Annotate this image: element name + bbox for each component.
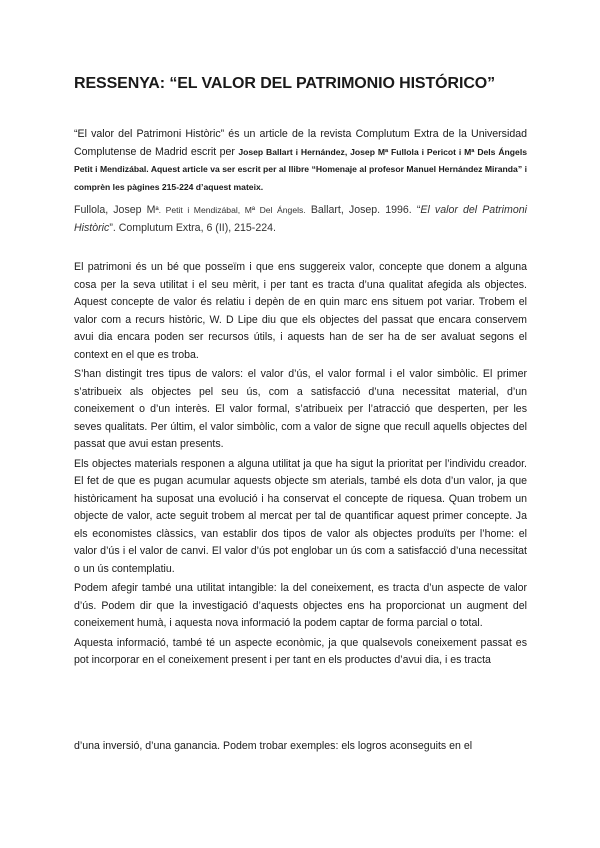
body-text (74, 259, 527, 672)
body-paragraph: El patrimoni és un bé que posseïm i que ens suggereix valor, concepte que donem a alguna cosa per la seva utilitat i el seu mèrit, i per tant es tracta d’una qualitat afegida als objectes. Aquest concepte de valor és relatiu i depèn de en quin marc ens situem pot variar. Trobem el valor com a recurs històric, W. D Lipe diu que els objectes del passat que encara conservem avui dia encara poden ser recursos útils, i aquests han de ser ha de ser avaluat segons el context en el que es troba. (74, 261, 527, 361)
continuation-line: d’una inversió, d’una ganancia. Podem trobar exemples: els logros aconseguits en el (74, 740, 473, 752)
intro-lead: “El valor del Patrimoni Històric” és un article de la revista Complutum Extra de la Universidad Complutense de Madrid escrit per (74, 128, 527, 158)
body-paragraph: Podem afegir també una utilitat intangible: la del coneixement, es tracta d’un aspecte de valor d’ús. Podem dir que la investigació d’aquests objectes ens ha proporcionat un augment del coneixement humà, i aquesta nova informació la podem captar de forma parcial o total. (74, 582, 527, 629)
reference-part2: Ballart, Josep. 1996. “ (305, 204, 421, 216)
body-paragraph: Els objectes materials responen a alguna utilitat ja que ha sigut la prioritat per l’individu creador. El fet de que es pugan acumular aquests objecte sm aterials, també els dota d’un valor, ja que històricament ha suposat una evolució i ha conservat el concepte de riquesa. Quan trobem un objecte de valor, acte seguit trobem al mercat per tal de quantificar aquest primer concepte. Ja els economistes clàssics, van establir dos tipos de valor als objectes produïts per l’home: el valor d’ús i el valor de canvi. El valor d’ús pot englobar un ús com a satisfacció d’una necessitat o un ús contemplatiu. (74, 457, 527, 575)
reference-title: El valor del Patrimoni Històric (74, 204, 527, 234)
reference-part3: ”. Complutum Extra, 6 (II), 215-224. (109, 221, 276, 234)
bibliographic-reference (74, 202, 527, 237)
intro-authors: Josep Ballart i Hernández, Josep Mª Fullola i Pericot i Mª Dels Ángels Petit i Mendizábal. Aquest article va ser escrit per al llibre “Homenaje al profesor Manuel Hernández Miranda” i comprèn les pàgines 215-224 d’aquest mateix. (74, 146, 527, 192)
body-paragraph: Aquesta informació, també té un aspecte econòmic, ja que qualsevols coneixement passat es pot incorporar en el coneixement present i per tant en els productes d’avui dia, i es tracta (74, 636, 527, 666)
reference-part1-small: ª. Petit i Mendizábal, Mª Del Ángels. (155, 205, 306, 215)
page-title: RESSENYA: “EL VALOR DEL PATRIMONIO HISTÓRICO” (74, 75, 496, 92)
reference-part1: Fullola, Josep M (74, 204, 156, 216)
body-paragraph: S’han distingit tres tipus de valors: el valor d’ús, el valor formal i el valor simbòlic. El primer s’atribueix als objectes pel seu ús, com a satisfacció d’una necessitat material, d’un coneixement o d’un interès. El valor formal, s’atribueix per l’atracció que desperten, per les seves qualitats. Per últim, el valor simbòlic, com a valor de signe que recull aquells objectes del passat que avui estan presents. (74, 368, 527, 450)
intro-paragraph (74, 126, 527, 196)
